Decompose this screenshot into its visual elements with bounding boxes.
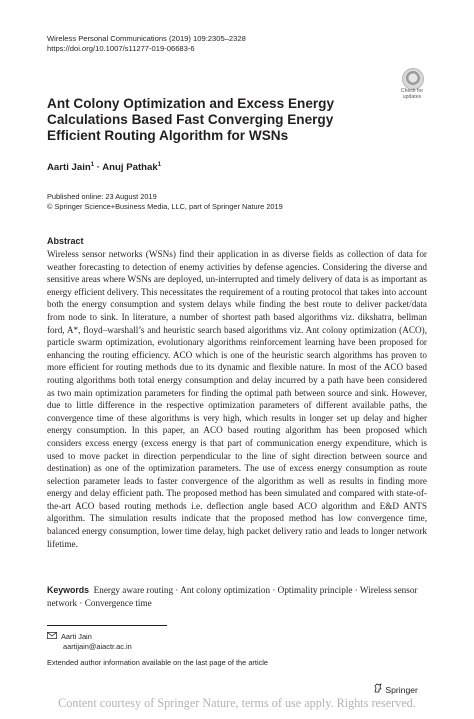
author-list — [47, 162, 161, 173]
check-for-updates-icon — [402, 68, 424, 90]
check-for-updates-label: Check for updates — [400, 88, 424, 100]
publisher-name: Springer — [385, 685, 418, 695]
journal-citation: Wireless Personal Communications (2019) 109:2305–2328 — [47, 34, 246, 43]
footnote-divider — [47, 625, 167, 626]
springer-horse-icon — [373, 685, 385, 695]
author-affiliation-mark: 1 — [157, 162, 162, 168]
author-name[interactable]: Aarti Jain — [47, 162, 91, 174]
extended-author-info: Extended author information available on the last page of the article — [47, 658, 269, 667]
publisher-logo — [373, 683, 418, 695]
author-name[interactable]: Anuj Pathak — [102, 162, 158, 174]
abstract-body: Wireless sensor networks (WSNs) find their application in as diverse fields as collection of data for weather forecasting to detection of enemy activities by defense agencies. Considering the diverse and sensitive areas where WSNs are deployed, un-interrupted and timely delivery of data is as important as energy efficient delivery. This necessitates the requirement of a routing protocol that takes into account both the energy consumption and system delays while finding the best route to deliver packet/data from node to sink. In literature, a number of shortest path based algorithms viz. dikshatra, bellman ford, A*, floyd–warshall’s and heuristic search based algorithms viz. Ant colony optimization (ACO), particle swarm optimization, evolutionary algorithms reinforcement learning have been proposed for enhancing the routing efficiency. ACO which is one of the heuristic search algorithms has proven to more efficient for routing methods due to its dynamic and flexible nature. In most of the ACO based routing algorithms both total energy consumption and delay incurred by a path have been considered as two main optimization parameters for finding the optimal path between source and sink. However, due to little difference in the respective optimization parameters of different available paths, the convergence time of these algorithms is very high, which results in longer set up delay and higher energy consumption. In this paper, an ACO based routing algorithm has been proposed which considers excess energy (excess energy is that part of communication energy expenditure, which is used to move packet in direction perpendicular to the line of sight direction between source and destination) as one of the optimization parameters. The use of excess energy consumption as route selection parameter leads to faster convergence of the algorithm as well as results in finding more energy and delay efficient path. The proposed method has been simulated and compared with state-of-the-art ACO based routing methods i.e. deflection angle based ACO algorithm and E&D ANTS algorithm. The simulation results indicate that the proposed method has low convergence time, balanced energy consumption, lower time delay, high packet delivery ratio and leads to longer network lifetime. — [47, 249, 427, 549]
courtesy-watermark: Content courtesy of Springer Nature, terms of use apply. Rights reserved. — [58, 696, 416, 710]
article-title: Ant Colony Optimization and Excess Energy Calculations Based Fast Converging Energy Efficient Routing Algorithm for WSNs — [47, 96, 335, 143]
journal-header — [47, 34, 246, 54]
publication-meta — [47, 192, 283, 212]
contact-name: Aarti Jain — [61, 632, 92, 641]
published-date: Published online: 23 August 2019 — [47, 192, 157, 201]
keywords-list: Energy aware routing · Ant colony optimization · Optimality principle · Wireless sensor network · Convergence time — [47, 585, 418, 608]
author-affiliation-mark: 1 — [90, 162, 95, 168]
contact-email[interactable]: aartijain@aiactr.ac.in — [63, 642, 132, 651]
keywords-label: Keywords — [47, 585, 90, 595]
keywords-section — [47, 584, 427, 609]
check-for-updates-badge[interactable] — [398, 68, 426, 102]
corresponding-author — [47, 632, 132, 652]
copyright-notice: © Springer Science+Business Media, LLC, part of Springer Nature 2019 — [47, 202, 283, 211]
author-separator: · — [94, 162, 103, 174]
envelope-icon — [47, 632, 61, 642]
doi-link[interactable]: https://doi.org/10.1007/s11277-019-06683-6 — [47, 44, 195, 53]
abstract-heading: Abstract — [47, 236, 84, 246]
